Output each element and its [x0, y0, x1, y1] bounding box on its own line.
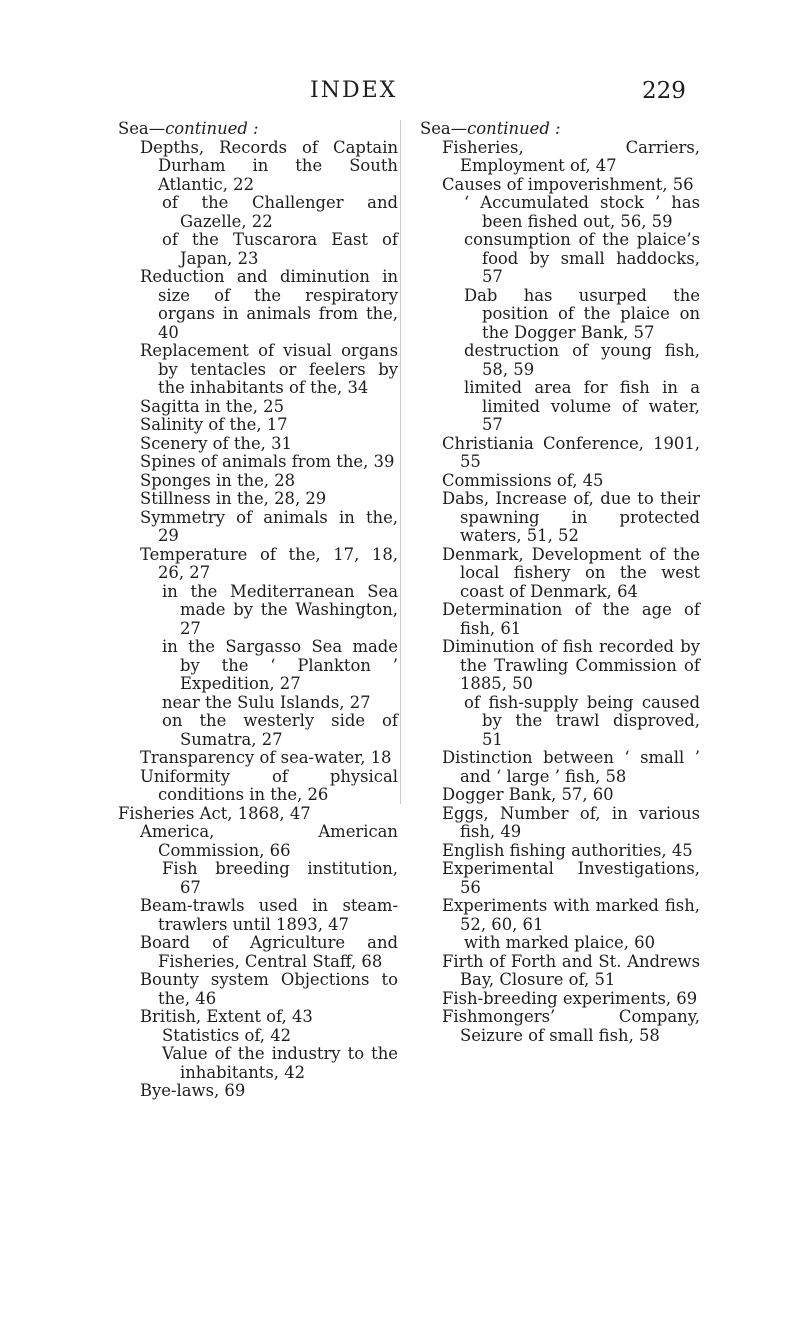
index-entry: Sagitta in the, 25 — [140, 396, 285, 416]
index-entry: Dab has usurped the position of the plaice on the Dogger Bank, 57 — [464, 285, 700, 342]
index-entry: Temperature of the, 17, 18, 26, 27 — [140, 544, 398, 582]
index-entry: destruction of young fish, 58, 59 — [464, 341, 700, 379]
continued-label: —continued : — [148, 119, 259, 138]
continued-heading — [420, 120, 700, 139]
index-entry: Distinction between ‘ small ’ and ‘ large ’ fish, 58 — [442, 748, 700, 786]
continued-label: —continued : — [450, 119, 561, 138]
index-entry: Fisheries, Carriers, Employment of, 47 — [442, 137, 700, 175]
continued-head-word: Sea — [118, 119, 149, 138]
index-entry: in the Mediterranean Sea made by the Washington, 27 — [162, 581, 398, 638]
page-number: 229 — [642, 78, 686, 104]
index-entry: Spines of animals from the, 39 — [140, 452, 395, 471]
index-entry: Experiments with marked fish, 52, 60, 61 — [442, 896, 700, 934]
index-entry: Dogger Bank, 57, 60 — [442, 785, 614, 804]
index-entry: Stillness in the, 28, 29 — [140, 489, 327, 508]
index-entry: Beam-trawls used in steam-trawlers until 1893, 47 — [140, 896, 398, 934]
index-entry: on the westerly side of Sumatra, 27 — [162, 711, 398, 749]
index-entry: Bounty system Objections to the, 46 — [140, 970, 398, 1008]
left-index-column — [118, 120, 398, 1101]
index-entry: Commissions of, 45 — [442, 470, 604, 490]
index-entry: Transparency of sea-water, 18 — [140, 748, 392, 767]
index-entry: Eggs, Number of, in various fish, 49 — [442, 803, 700, 841]
continued-heading — [118, 120, 398, 139]
continued-head-word: Sea — [420, 119, 451, 138]
index-entry: consumption of the plaice’s food by small haddocks, 57 — [464, 230, 700, 286]
index-entry: of the Tuscarora East of Japan, 23 — [162, 230, 398, 268]
index-entry: Statistics of, 42 — [162, 1025, 292, 1045]
index-entry: Value of the industry to the inhabitants, 42 — [162, 1044, 398, 1082]
index-entry: in the Sargasso Sea made by the ‘ Plankton ’ Expedition, 27 — [162, 637, 398, 693]
index-entry: Experimental Investigations, 56 — [442, 859, 700, 897]
index-entry: ‘ Accumulated stock ’ has been fished out, 56, 59 — [464, 193, 700, 231]
index-entry: Fish-breeding experiments, 69 — [442, 988, 698, 1008]
page-title: INDEX — [310, 78, 398, 103]
index-entry: Uniformity of physical conditions in the, 26 — [140, 766, 398, 804]
index-entry: Denmark, Development of the local fishery on the west coast of Denmark, 64 — [442, 544, 700, 601]
index-entry: Fish breeding institution, 67 — [162, 859, 398, 897]
index-entry: limited area for fish in a limited volume of water, 57 — [464, 378, 700, 434]
index-entry: British, Extent of, 43 — [140, 1007, 313, 1026]
index-entry: of the Challenger and Gazelle, 22 — [162, 193, 398, 231]
left-entry-list — [118, 139, 398, 1101]
index-entry: near the Sulu Islands, 27 — [162, 692, 371, 712]
index-entry: Causes of impoverishment, 56 — [442, 174, 694, 194]
index-entry: Symmetry of animals in the, 29 — [140, 507, 398, 545]
index-entry: Replacement of visual organs by tentacles or feelers by the inhabitants of the, 34 — [140, 341, 398, 397]
index-entry: Board of Agriculture and Fisheries, Central Staff, 68 — [140, 933, 398, 971]
index-entry: Salinity of the, 17 — [140, 415, 288, 434]
index-entry: Dabs, Increase of, due to their spawning in protected waters, 51, 52 — [442, 489, 700, 545]
index-entry: English fishing authorities, 45 — [442, 840, 693, 860]
index-entry: Scenery of the, 31 — [140, 433, 292, 453]
index-entry: Depths, Records of Captain Durham in the South Atlantic, 22 — [140, 137, 398, 194]
index-entry: Bye-laws, 69 — [140, 1081, 246, 1100]
index-entry: of fish-supply being caused by the trawl disproved, 51 — [464, 692, 700, 749]
right-entry-list — [420, 139, 700, 1046]
page-header — [0, 78, 800, 108]
index-entry: Sponges in the, 28 — [140, 470, 296, 490]
right-index-column — [420, 120, 700, 1045]
index-entry: Fisheries Act, 1868, 47 — [118, 803, 311, 823]
index-entry: Christiania Conference, 1901, 55 — [442, 433, 700, 471]
index-entry: Reduction and diminution in size of the respiratory organs in animals from the, 40 — [140, 267, 398, 342]
index-entry: Fishmongers’ Company, Seizure of small fish, 58 — [442, 1007, 700, 1045]
index-entry: Firth of Forth and St. Andrews Bay, Closure of, 51 — [442, 951, 700, 989]
column-divider — [400, 120, 401, 804]
index-entry: America, American Commission, 66 — [140, 822, 398, 860]
index-entry: with marked plaice, 60 — [464, 933, 656, 952]
index-entry: Determination of the age of fish, 61 — [442, 600, 700, 638]
index-entry: Diminution of fish recorded by the Trawling Commission of 1885, 50 — [442, 637, 700, 693]
